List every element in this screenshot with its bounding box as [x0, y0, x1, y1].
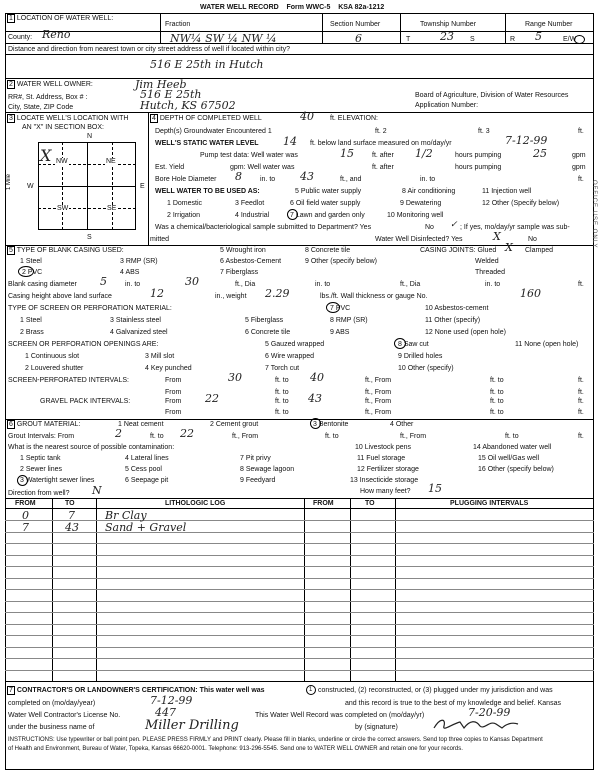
perf-ft-to2-b: ft. to: [490, 389, 504, 396]
compass-w: W: [27, 183, 34, 190]
casing-4: 4 ABS: [120, 269, 140, 276]
contam-13: 13 Insecticide storage: [350, 477, 419, 484]
gw-2: ft. 2: [375, 128, 387, 135]
app-number-label: Application Number:: [415, 102, 479, 109]
joints-x[interactable]: X: [505, 241, 513, 254]
open-7: 7 Torch cut: [265, 365, 300, 372]
gravel-ft-to2: ft. to: [490, 398, 504, 405]
direction-value[interactable]: N: [92, 484, 102, 497]
screen-5: 5 Fiberglass: [245, 317, 284, 324]
gravel-ft-to2-b: ft. to: [490, 409, 504, 416]
instructions2: of Health and Environment, Bureau of Water, Topeka, Kansas 66620-0001. Telephone: 913-296-5545. Send one to WATER WELL OWNER and retain one for your records.: [8, 746, 463, 752]
range-ew: E/W: [563, 36, 577, 43]
screen-10: 10 Asbestos-cement: [425, 305, 489, 312]
sec6-label: 6 GROUT MATERIAL:: [9, 421, 81, 428]
pump-hp: hours pumping: [455, 152, 502, 159]
open-3: 3 Mill slot: [145, 353, 175, 360]
howmany-value[interactable]: 15: [428, 482, 442, 495]
grout-3: 3 Bentonite: [313, 421, 349, 428]
blank-dia-label: Blank casing diameter: [8, 281, 77, 288]
open-4: 4 Key punched: [145, 365, 192, 372]
quadrant-se: SE: [107, 205, 117, 212]
intervals-label: Grout Intervals: From: [8, 433, 75, 440]
township-s: S: [470, 36, 475, 43]
log-from-header: FROM: [15, 500, 36, 507]
est-hp: hours pumping: [455, 164, 502, 171]
range-value[interactable]: 5: [535, 30, 542, 43]
perf-ft-from-b: ft., From: [365, 389, 392, 396]
license-value[interactable]: 447: [155, 706, 176, 719]
contam-5: 5 Cess pool: [125, 466, 162, 473]
casing-6: 6 Asbestos-Cement: [220, 258, 282, 265]
compass-s: S: [87, 234, 92, 241]
log-rule: [5, 543, 594, 544]
screen-3: 3 Stainless steel: [110, 317, 161, 324]
log-row-desc[interactable]: Br Clay: [105, 509, 147, 522]
compass-n: N: [87, 133, 93, 140]
int-to[interactable]: 22: [180, 427, 194, 440]
use-7-circle: [287, 209, 298, 220]
open-2: 2 Louvered shutter: [25, 365, 84, 372]
contam-2: 2 Sewer lines: [20, 466, 63, 473]
perf-to[interactable]: 40: [310, 371, 324, 384]
perf-label: SCREEN-PERFORATED INTERVALS:: [8, 377, 129, 384]
plug-header: PLUGGING INTERVALS: [450, 500, 529, 507]
sec7-label: 7 CONTRACTOR'S OR LANDOWNER'S CERTIFICATION: This water well was: [9, 687, 265, 694]
casing-3: 3 RMP (SR): [120, 258, 158, 265]
blank-ft-dia: ft., Dia: [235, 281, 256, 288]
log-rule: [5, 555, 594, 556]
bact-no: No: [425, 224, 434, 231]
screen-4: 4 Galvanized steel: [110, 329, 168, 336]
contam-15: 15 Oil well/Gas well: [478, 455, 540, 462]
perf-from-label: From: [165, 377, 182, 384]
pump-hours[interactable]: 1/2: [415, 147, 433, 160]
gauge-value[interactable]: 160: [520, 287, 541, 300]
casing-7: 7 Fiberglass: [220, 269, 259, 276]
gw-3: ft. 3: [478, 128, 490, 135]
contam-10: 10 Livestock pens: [355, 444, 412, 451]
screen-8: 8 RMP (SR): [330, 317, 368, 324]
business-value[interactable]: Miller Drilling: [145, 718, 239, 733]
bore-to[interactable]: 43: [300, 170, 314, 183]
howmany-label: How many feet?: [360, 488, 411, 495]
use-3: 3 Feedlot: [235, 200, 265, 207]
blank-to: in. to: [125, 281, 141, 288]
township-value[interactable]: 23: [440, 30, 454, 43]
pump-gpm[interactable]: 25: [533, 147, 547, 160]
clamped: Clamped: [525, 247, 554, 254]
gravel-to[interactable]: 43: [308, 392, 322, 405]
log-to-header: TO: [65, 500, 75, 507]
range-label: Range Number: [525, 21, 573, 28]
grout-2: 2 Cement grout: [210, 421, 259, 428]
section-value[interactable]: 6: [355, 32, 362, 45]
open-9: 9 Drilled holes: [398, 353, 443, 360]
screen-2: 2 Brass: [20, 329, 44, 336]
range-r: R: [510, 36, 516, 43]
gw-label: Depth(s) Groundwater Encountered 1: [155, 128, 272, 135]
completed-label: completed on (mo/day/year): [8, 700, 96, 707]
use-2: 2 Irrigation: [167, 212, 201, 219]
perf-ft-to2: ft. to: [490, 377, 504, 384]
completed-value[interactable]: 7-12-99: [150, 694, 193, 707]
form-title: WATER WELL RECORD Form WWC-5 KSA 82a-1212: [200, 4, 385, 11]
blank-to-value[interactable]: 30: [185, 275, 199, 288]
log-rule: [5, 658, 594, 659]
perf-ft-from: ft., From: [365, 377, 392, 384]
est-gpm-unit: gpm: [572, 164, 586, 171]
cert-1: 1: [309, 687, 313, 693]
log-rule: [5, 532, 594, 533]
pump-label: Pump test data: Well water was: [200, 152, 298, 159]
mile-label: 1 Mile: [6, 173, 12, 190]
perf-ft-end: ft.: [578, 377, 584, 384]
quadrant-ne: NE: [106, 158, 116, 165]
static-value[interactable]: 14: [283, 135, 297, 148]
log-rule: [5, 578, 594, 579]
pump-ft[interactable]: 15: [340, 147, 354, 160]
contam-8: 8 Sewage lagoon: [240, 466, 295, 473]
perf-from-label2: From: [165, 389, 182, 396]
static-date[interactable]: 7-12-99: [505, 134, 548, 147]
disinfected: Water Well Disinfected? Yes: [375, 236, 463, 243]
perf-ft-to-b: ft. to: [275, 389, 289, 396]
use-4: 4 Industrial: [235, 212, 270, 219]
city-label: City, State, ZIP Code: [8, 104, 74, 111]
blank-dia-value[interactable]: 5: [100, 275, 107, 288]
range-w-circle: [574, 35, 585, 44]
sec3-label2: AN "X" IN SECTION BOX:: [22, 124, 104, 131]
location-x-mark[interactable]: X: [40, 146, 52, 165]
threaded: Threaded: [475, 269, 505, 276]
joints-label: CASING JOINTS: Glued: [420, 247, 497, 254]
quadrant-sw: SW: [57, 205, 69, 212]
log-rule: [5, 612, 594, 613]
log-rule: [5, 520, 594, 521]
quadrant-nw: NW: [56, 158, 68, 165]
disinfected-no: No: [528, 236, 537, 243]
casing-9: 9 Other (specify below): [305, 258, 377, 265]
casing-8: 8 Concrete tile: [305, 247, 351, 254]
contam-14: 14 Abandoned water well: [473, 444, 552, 451]
lith-header: LITHOLOGIC LOG: [165, 500, 226, 507]
contam-16: 16 Other (specify below): [478, 466, 554, 473]
screen-label: TYPE OF SCREEN OR PERFORATION MATERIAL:: [8, 305, 172, 312]
open-6: 6 Wire wrapped: [265, 353, 315, 360]
bore-in2: in. to: [420, 176, 436, 183]
contam-label: What is the nearest source of possible contamination:: [8, 444, 175, 451]
use-5: 5 Public water supply: [295, 188, 362, 195]
city-value[interactable]: Hutch, KS 67502: [140, 99, 236, 112]
blank-in-to: in. to: [315, 281, 331, 288]
contam-4: 4 Lateral lines: [125, 455, 169, 462]
use-1: 1 Domestic: [167, 200, 203, 207]
welded: Welded: [475, 258, 499, 265]
log-row-to[interactable]: 43: [65, 521, 79, 534]
log-rule: [5, 624, 594, 625]
contam-12: 12 Fertilizer storage: [357, 466, 419, 473]
distance-value[interactable]: 516 E 25th in Hutch: [150, 58, 264, 71]
est-gpm: gpm: Well water was: [230, 164, 295, 171]
blank-ft-end: ft.: [578, 281, 584, 288]
bore-value[interactable]: 8: [235, 170, 242, 183]
static-rest: ft. below land surface measured on mo/day/yr: [310, 140, 452, 147]
mitted: mitted: [150, 236, 170, 243]
open-1: 1 Continuous slot: [25, 353, 80, 360]
gravel-ft-from-b: ft., From: [365, 409, 392, 416]
height-value[interactable]: 12: [150, 287, 164, 300]
est-yield: Est. Yield: [155, 164, 185, 171]
open-8: 8 Saw cut: [398, 341, 429, 348]
completed-rest: and this record is true to the best of my knowledge and belief. Kansas: [345, 700, 561, 707]
grout-4: 4 Other: [390, 421, 414, 428]
business-label: under the business name of: [8, 724, 95, 731]
log-rule: [5, 566, 594, 567]
log-row-to[interactable]: 7: [68, 509, 75, 522]
board-label: Board of Agriculture, Division of Water Resources: [415, 92, 569, 99]
casing-2-circle: [18, 266, 34, 277]
sec3-label: 3 LOCATE WELL'S LOCATION WITH: [9, 115, 129, 122]
use-label: WELL WATER TO BE USED AS:: [155, 188, 260, 195]
bact-rest: ; If yes, mo/day/yr sample was sub-: [460, 224, 570, 231]
gravel-ft-to-b: ft. to: [275, 409, 289, 416]
log-rule: [5, 601, 594, 602]
use-9: 9 Dewatering: [400, 200, 442, 207]
blank-ft-dia2: ft., Dia: [400, 281, 421, 288]
perf-ft-to: ft. to: [275, 377, 289, 384]
int-ft-from2: ft., From: [400, 433, 427, 440]
log-row-desc[interactable]: Sand + Gravel: [105, 521, 187, 534]
signature: [430, 714, 520, 734]
gravel-ft-end: ft.: [578, 398, 584, 405]
license-label: Water Well Contractor's License No.: [8, 712, 121, 719]
screen-9: 9 ABS: [330, 329, 350, 336]
disinfected-x[interactable]: X: [493, 230, 501, 243]
elevation-label: ft. ELEVATION:: [330, 115, 378, 122]
int-from[interactable]: 2: [115, 427, 122, 440]
bact-mark: ✓: [450, 220, 458, 230]
use-8: 8 Air conditioning: [402, 188, 456, 195]
grout-3-circle: [310, 418, 321, 429]
instructions: INSTRUCTIONS: Use typewriter or ball point pen. PLEASE PRESS FIRMLY and PRINT clearly. Please fill in blanks, underline or circle the correct answers. Send top three copies to Kansas Department: [8, 737, 543, 743]
use-11: 11 Injection well: [482, 188, 532, 195]
perf-from[interactable]: 30: [228, 371, 242, 384]
screen-6: 6 Concrete tile: [245, 329, 291, 336]
screen-7: 7 PVC: [330, 305, 351, 312]
distance-label: Distance and direction from nearest town or city street address of well if located within city?: [8, 46, 291, 53]
int-ft-to: ft. to: [150, 433, 164, 440]
lbs-label: lbs./ft. Wall thickness or gauge No.: [320, 293, 428, 300]
use-12: 12 Other (Specify below): [482, 200, 560, 207]
township-label: Township Number: [420, 21, 477, 28]
int-ft-to3: ft. to: [505, 433, 519, 440]
screen-1: 1 Steel: [20, 317, 42, 324]
log-row-from[interactable]: 0: [22, 509, 29, 522]
compass-e: E: [140, 183, 145, 190]
gravel-ft-from: ft., From: [365, 398, 392, 405]
contam-6: 6 Seepage pit: [125, 477, 169, 484]
office-use-label: OFFICE USE ONLY: [591, 180, 597, 249]
open-10: 10 Other (specify): [398, 365, 454, 372]
county-label: County:: [8, 34, 33, 41]
sec1-label: 1 LOCATION OF WATER WELL:: [9, 15, 114, 22]
contam-9: 9 Feedyard: [240, 477, 276, 484]
gravel-from[interactable]: 22: [205, 392, 219, 405]
sec5-label: 5 TYPE OF BLANK CASING USED:: [9, 247, 124, 254]
open-5: 5 Gauzed wrapped: [265, 341, 325, 348]
casing-2: 2 PVC: [22, 269, 43, 276]
grout-1: 1 Neat cement: [118, 421, 164, 428]
bore-ft-end: ft.: [578, 176, 584, 183]
casing-1: 1 Steel: [20, 258, 42, 265]
log-rule: [5, 647, 594, 648]
contam-3: 3 Watertight sewer lines: [20, 477, 95, 484]
log-rule: [5, 589, 594, 590]
use-6: 6 Oil field water supply: [290, 200, 361, 207]
plug-from-header: FROM: [313, 500, 334, 507]
contam-7: 7 Pit privy: [240, 455, 271, 462]
screen-11: 11 Other (specify): [425, 317, 481, 324]
int-ft-from: ft., From: [232, 433, 259, 440]
use-10: 10 Monitoring well: [387, 212, 444, 219]
screen-7-circle: [326, 302, 340, 313]
record-label: This Water Well Record was completed on (mo/day/yr): [255, 712, 425, 719]
bore-ft: ft., and: [340, 176, 362, 183]
log-row-from[interactable]: 7: [22, 521, 29, 534]
record-value[interactable]: 7-20-99: [468, 706, 511, 719]
bore-label: Bore Hole Diameter: [155, 176, 217, 183]
gravel-label: GRAVEL PACK INTERVALS:: [40, 398, 131, 405]
open-8-circle: [394, 338, 406, 349]
depth-label: 4 DEPTH OF COMPLETED WELL: [152, 115, 262, 122]
contam-11: 11 Fuel storage: [357, 455, 406, 462]
log-rule: [5, 635, 594, 636]
address-value[interactable]: 516 E 25th: [140, 88, 202, 101]
gravel-from-label2: From: [165, 409, 182, 416]
weight-value[interactable]: 2.29: [265, 287, 290, 300]
int-ft-to2: ft. to: [325, 433, 339, 440]
height-label: Casing height above land surface: [8, 293, 112, 300]
address-label: RR#, St. Address, Box # :: [8, 94, 88, 101]
fraction-value[interactable]: NW¼ SW ¼ NW ¼: [170, 32, 277, 45]
direction-label: Direction from well?: [8, 490, 70, 497]
int-ft-end: ft.: [578, 433, 584, 440]
fraction-label: Fraction: [165, 21, 191, 28]
gravel-ft-to: ft. to: [275, 398, 289, 405]
open-label: SCREEN OR PERFORATION OPENINGS ARE:: [8, 341, 159, 348]
gravel-from-label: From: [165, 398, 182, 405]
contam-1: 1 Septic tank: [20, 455, 61, 462]
casing-5: 5 Wrought iron: [220, 247, 266, 254]
blank-in-to2: in. to: [485, 281, 501, 288]
by-label: by (signature): [355, 724, 398, 731]
open-11: 11 None (open hole): [515, 341, 579, 348]
log-rule: [5, 670, 594, 671]
section-label: Section Number: [330, 21, 381, 28]
pump-gpm-unit: gpm: [572, 152, 586, 159]
weight-label: in., weight: [215, 293, 247, 300]
owner-value[interactable]: Jim Heeb: [135, 78, 187, 91]
bore-in: in. to: [260, 176, 276, 183]
plug-to-header: TO: [365, 500, 375, 507]
bact-label: Was a chemical/bacteriological sample submitted to Department? Yes: [155, 224, 372, 231]
township-t: T: [406, 36, 411, 43]
depth-value[interactable]: 40: [300, 110, 314, 123]
county-value[interactable]: Reno: [42, 28, 71, 41]
est-after: ft. after: [372, 164, 394, 171]
static-label: WELL'S STATIC WATER LEVEL: [155, 140, 259, 147]
pump-after: ft. after: [372, 152, 394, 159]
contam-3-circle: [17, 475, 28, 486]
perf-ft-end-b: ft.: [578, 389, 584, 396]
cert-rest: constructed, (2) reconstructed, or (3) plugged under my jurisdiction and was: [318, 687, 553, 694]
sec2-label: 2 WATER WELL OWNER:: [9, 81, 93, 88]
screen-12: 12 None used (open hole): [425, 329, 506, 336]
gravel-ft-end-b: ft.: [578, 409, 584, 416]
gw-ft: ft.: [578, 128, 584, 135]
use-7: 7 Lawn and garden only: [290, 212, 365, 219]
